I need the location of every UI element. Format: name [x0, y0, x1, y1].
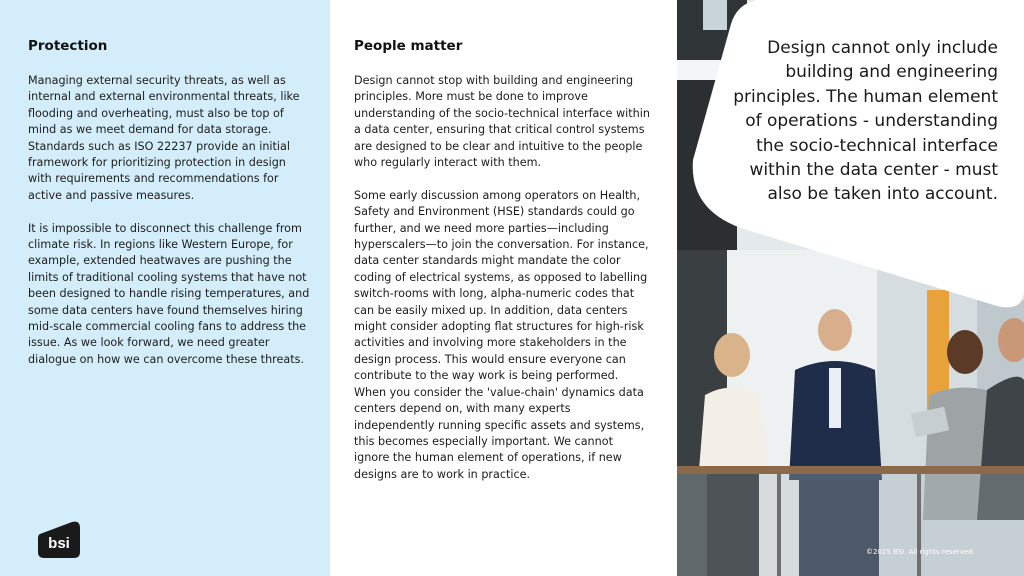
- people-matter-paragraph-2: Some early discussion among operators on Health, Safety and Environment (HSE) standards could go further, and we need more parties—including hyperscalers—to join the conversation. For instance, data center standards might mandate the color coding of electrical systems, as opposed to labelling switch-rooms with long, alpha-numeric codes that can be easily mixed up. In addition, data centers might consider adopting flat structures for high-risk activities and involving more stakeholders in the design process. This would ensure everyone can contribute to the way work is being performed. When you consider the 'value-chain' dynamics data centers depend on, with many experts independently running specific assets and systems, this becomes especially important. We cannot ignore the human element of operations, if new designs are to work in practice.: [354, 188, 649, 481]
- bsi-logo-icon: [36, 520, 82, 560]
- pull-quote: Design cannot only include building and engineering principles. The human element of operations - understanding the socio-technical interface within the data center - must also be taken into account.: [733, 38, 998, 205]
- protection-paragraph-2: It is impossible to disconnect this challenge from climate risk. In regions like Western Europe, for example, extended heatwaves are pushing the limits of traditional cooling systems that have not been designed to handle rising temperatures, and some data centers have found themselves hiring mid-scale commercial cooling fans to address the issue. As we look forward, we need greater dialogue on how we can overcome these threats.: [28, 221, 310, 366]
- svg-text:bsi: bsi: [48, 535, 70, 552]
- people-matter-paragraph-1: Design cannot stop with building and engineering principles. More must be done to improve understanding of the socio-technical interface within a data center, ensuring that critical control systems are designed to be clear and intuitive to the people who regularly interact with them.: [354, 74, 650, 170]
- people-matter-heading: People matter: [354, 38, 463, 54]
- protection-body: [28, 73, 312, 368]
- protection-heading: Protection: [28, 38, 108, 54]
- people-matter-body: [354, 73, 650, 483]
- copyright-text: ©2025 BSI. All rights reserved.: [866, 548, 975, 556]
- protection-paragraph-1: Managing external security threats, as well as internal and external environmental threats, like flooding and overheating, must also be top of mind as we meet demand for data storage. Standards such as ISO 22237 provide an initial framework for prioritizing protection in design with requirements and recommendations for active and passive measures.: [28, 74, 300, 202]
